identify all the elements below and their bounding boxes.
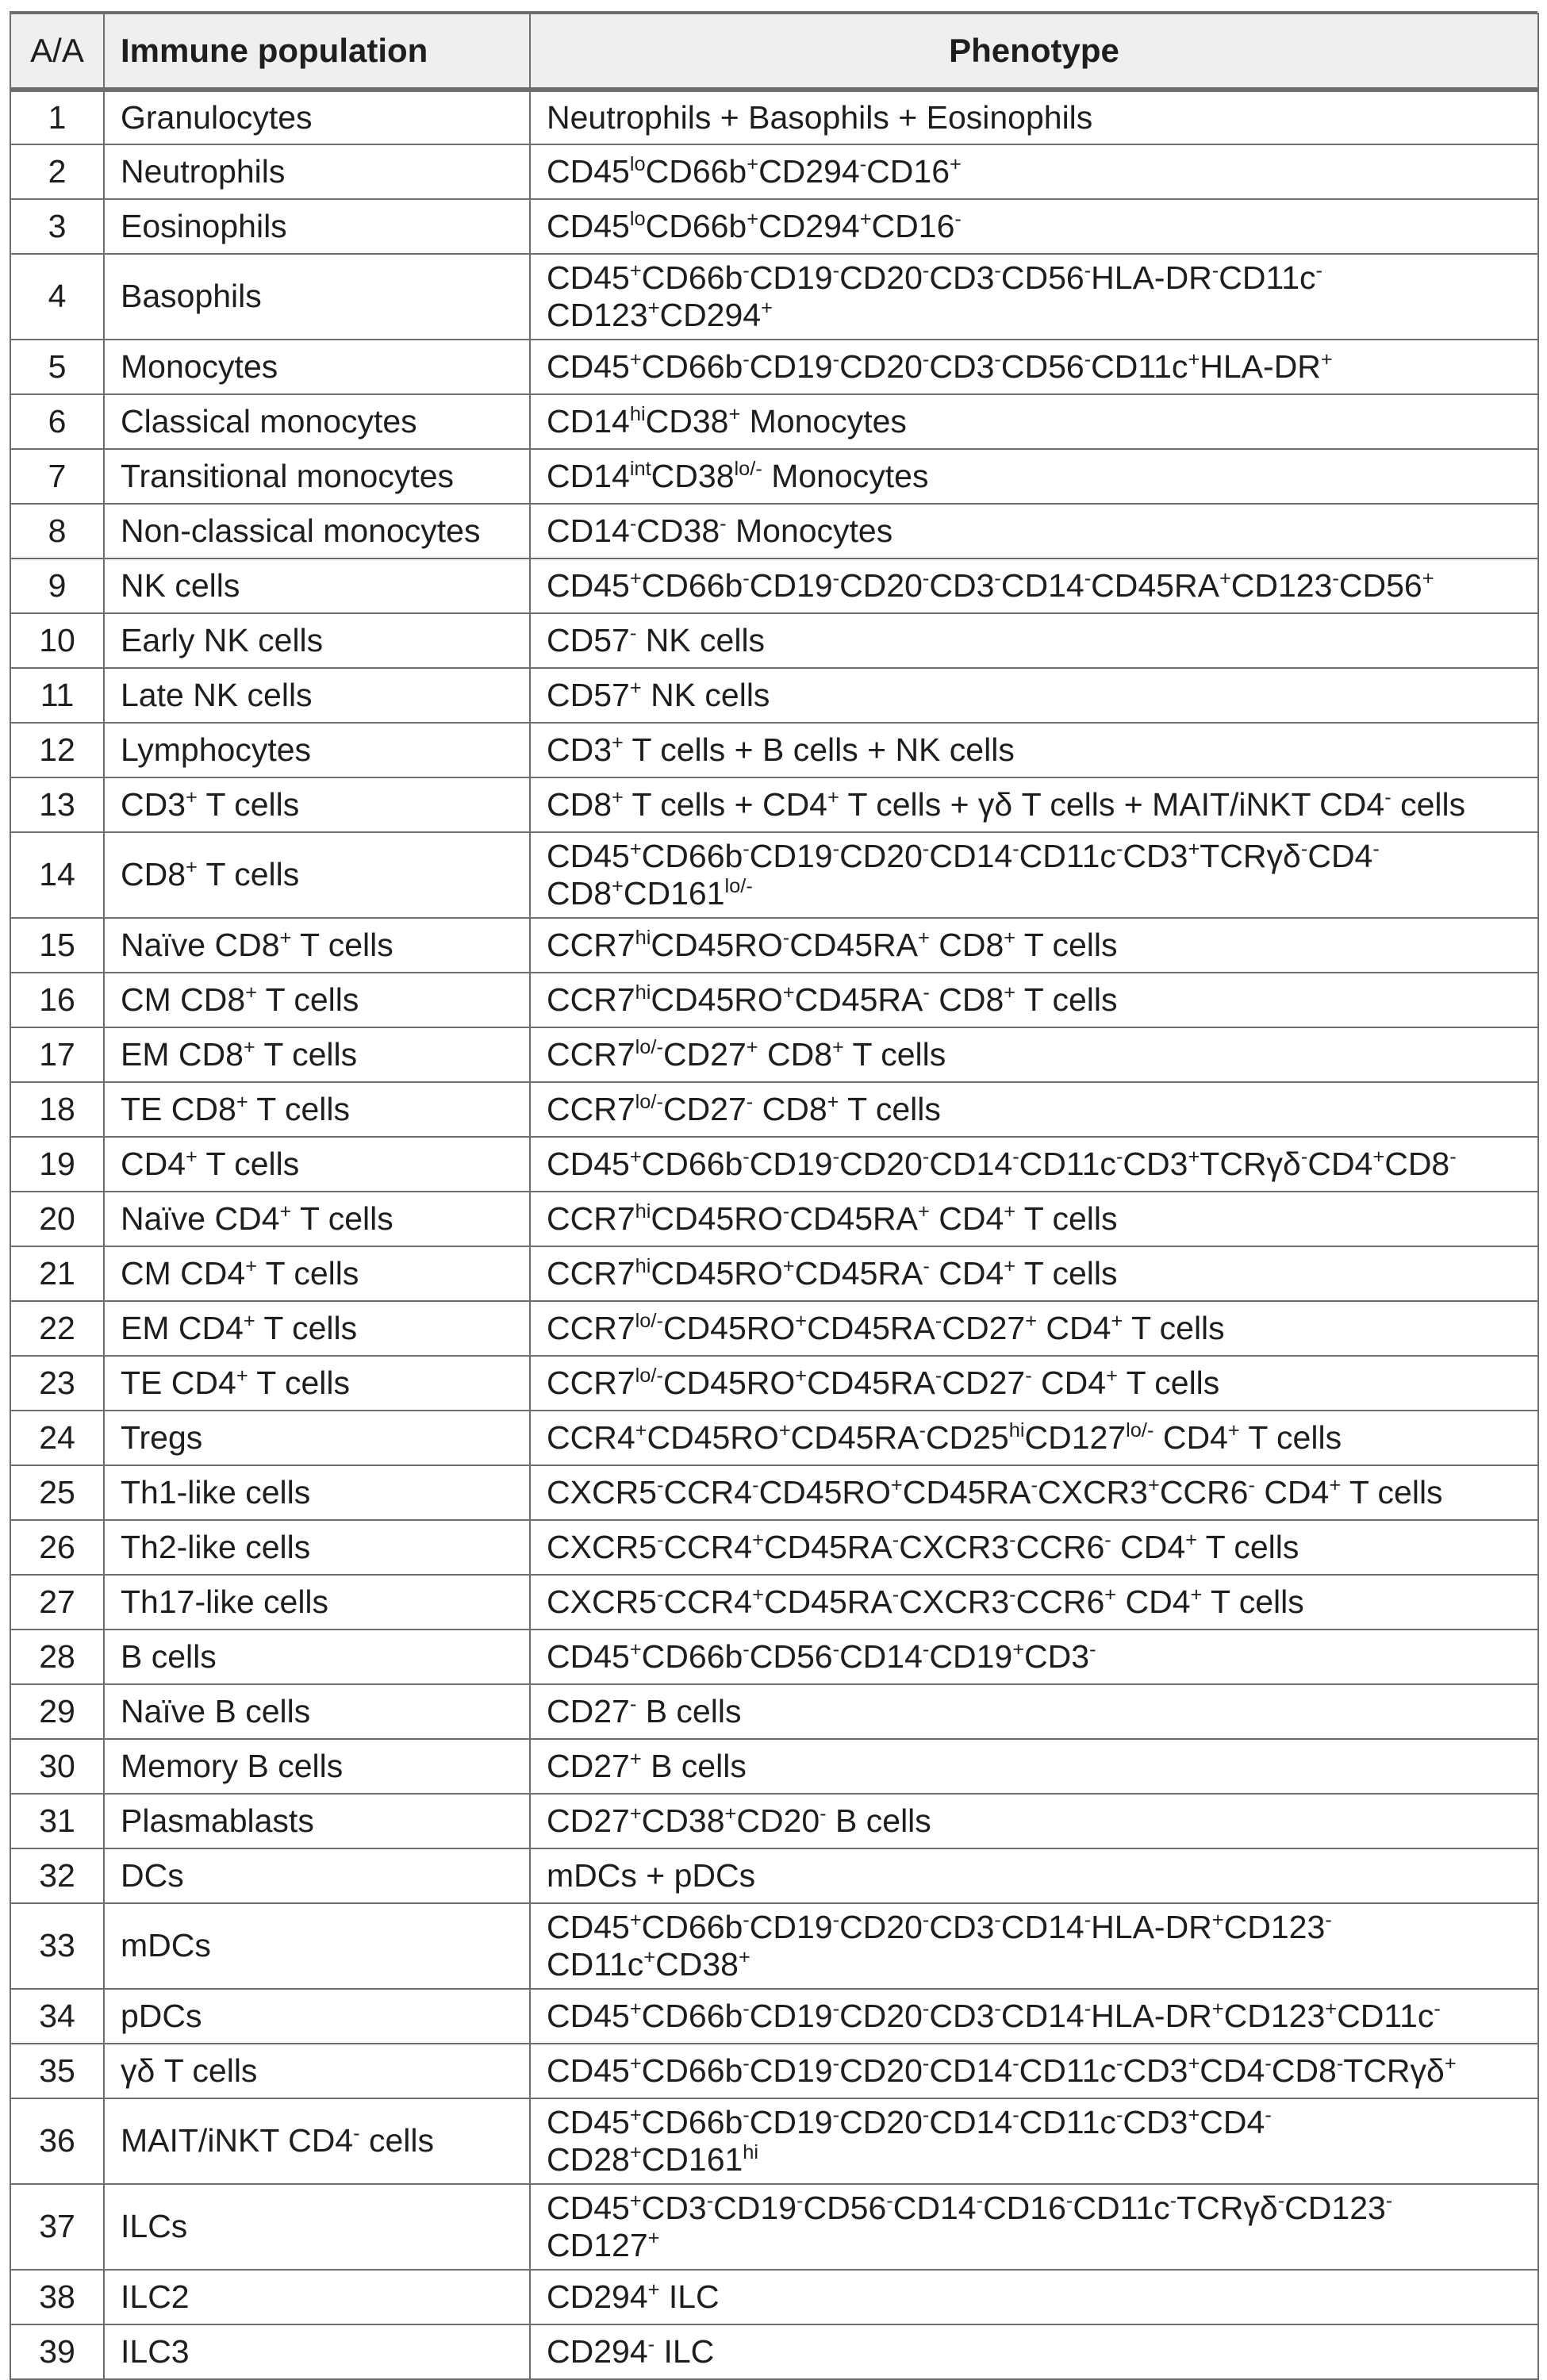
table-row [10,1989,1538,2044]
row-number: 38 [10,2270,104,2324]
immune-population-cell: Eosinophils [104,199,530,254]
phenotype-cell: CD27+ B cells [530,1739,1538,1794]
immune-population-cell: Basophils [104,254,530,340]
immune-population-table-container [10,13,1537,2380]
row-number: 5 [10,340,104,394]
table-row [10,1082,1538,1137]
table-row [10,1903,1538,1989]
row-number: 10 [10,613,104,668]
row-number: 22 [10,1301,104,1356]
table-row [10,1137,1538,1192]
table-row [10,2184,1538,2270]
immune-population-cell: TE CD4+ T cells [104,1356,530,1411]
table-row [10,777,1538,832]
phenotype-cell: CXCR5-CCR4+CD45RA-CXCR3-CCR6- CD4+ T cells [530,1520,1538,1575]
row-number: 20 [10,1192,104,1246]
immune-population-cell: MAIT/iNKT CD4- cells [104,2098,530,2184]
row-number: 27 [10,1575,104,1630]
row-number: 32 [10,1848,104,1903]
immune-population-cell: DCs [104,1848,530,1903]
immune-population-cell: Th2-like cells [104,1520,530,1575]
phenotype-cell: CD45+CD66b-CD19-CD20-CD14-CD11c-CD3+TCRγδ-CD4- $CD8^+CD161^{lo/-}$ [530,832,1538,918]
phenotype-cell: $CCR7^{hi}CD45RO^-CD45RA^+$ CD8+ T cells [530,918,1538,973]
row-number: 1 [10,90,104,144]
table-row [10,90,1538,144]
phenotype-cell: CD57- NK cells [530,613,1538,668]
immune-population-cell: EM CD4+ T cells [104,1301,530,1356]
table-row [10,1246,1538,1301]
phenotype-cell: CD45+CD66b-CD19-CD20-CD14-CD11c-CD3+CD4-CD8-TCRγδ+ [530,2044,1538,2098]
immune-population-cell: Naïve B cells [104,1684,530,1739]
table-row [10,832,1538,918]
immune-population-cell: NK cells [104,559,530,613]
table-row [10,973,1538,1027]
phenotype-cell: CD45+CD66b-CD19-CD20-CD14-CD11c-CD3+TCRγδ-CD4+CD8- [530,1137,1538,1192]
row-number: 7 [10,449,104,504]
immune-population-cell: Neutrophils [104,144,530,199]
row-number: 16 [10,973,104,1027]
phenotype-cell: CD45+CD66b-CD19-CD20-CD3-CD56-CD11c+HLA-DR+ [530,340,1538,394]
table-row [10,504,1538,559]
phenotype-cell: $CCR4^+CD45RO^+CD45RA^-CD25^{hi}CD127^{lo/-}$ CD4+ T cells [530,1411,1538,1465]
immune-population-cell: pDCs [104,1989,530,2044]
row-number: 28 [10,1630,104,1684]
immune-population-cell: EM CD8+ T cells [104,1027,530,1082]
immune-population-cell: ILC3 [104,2324,530,2379]
row-number: 30 [10,1739,104,1794]
row-number: 2 [10,144,104,199]
phenotype-cell: CD27+CD38+CD20- B cells [530,1794,1538,1848]
phenotype-cell: CD27- B cells [530,1684,1538,1739]
header-row [10,13,1538,90]
phenotype-cell: CD45+CD66b-CD19-CD20-CD3-CD14-HLA-DR+CD123- CD11c+CD38+ [530,1903,1538,1989]
phenotype-cell: CD57+ NK cells [530,668,1538,723]
table-row [10,340,1538,394]
phenotype-cell: $CCR7^{lo/-}CD45RO^+CD45RA^-CD27^+$ CD4+ T cells [530,1301,1538,1356]
row-number: 29 [10,1684,104,1739]
table-row [10,2324,1538,2379]
table-row [10,613,1538,668]
phenotype-cell: CD14-CD38- Monocytes [530,504,1538,559]
immune-population-cell: ILCs [104,2184,530,2270]
immune-population-cell: CD4+ T cells [104,1137,530,1192]
table-row [10,394,1538,449]
table-row [10,2044,1538,2098]
phenotype-cell: $CD45^{lo}CD66b^+CD294^-CD16^+$ [530,144,1538,199]
phenotype-cell: $CD45^{lo}CD66b^+CD294^+CD16^-$ [530,199,1538,254]
table-row [10,1301,1538,1356]
immune-population-cell: Plasmablasts [104,1794,530,1848]
row-number: 3 [10,199,104,254]
table-row [10,199,1538,254]
immune-population-cell: Th1-like cells [104,1465,530,1520]
table-row [10,1520,1538,1575]
phenotype-cell: CXCR5-CCR4-CD45RO+CD45RA-CXCR3+CCR6- CD4+ T cells [530,1465,1538,1520]
row-number: 26 [10,1520,104,1575]
phenotype-cell: mDCs + pDCs [530,1848,1538,1903]
header-phenotype: Phenotype [530,13,1538,90]
phenotype-cell: CD45+CD66b-CD19-CD20-CD3-CD56-HLA-DR-CD11c- CD123+CD294+ [530,254,1538,340]
row-number: 4 [10,254,104,340]
row-number: 11 [10,668,104,723]
phenotype-cell: CXCR5-CCR4+CD45RA-CXCR3-CCR6+ CD4+ T cells [530,1575,1538,1630]
table-row [10,1356,1538,1411]
table-row [10,1848,1538,1903]
row-number: 37 [10,2184,104,2270]
immune-population-cell: Classical monocytes [104,394,530,449]
phenotype-cell: CD45+CD66b-CD19-CD20-CD14-CD11c-CD3+CD4- $CD28^+CD161^{hi}$ [530,2098,1538,2184]
table-row [10,1411,1538,1465]
table-header [10,13,1538,90]
row-number: 15 [10,918,104,973]
phenotype-cell: $CCR7^{lo/-}CD27^+$ CD8+ T cells [530,1027,1538,1082]
table-row [10,559,1538,613]
immune-population-cell: CM CD4+ T cells [104,1246,530,1301]
table-row [10,1465,1538,1520]
header-immune-population: Immune population [104,13,530,90]
table-row [10,1794,1538,1848]
phenotype-cell: CD45+CD3-CD19-CD56-CD14-CD16-CD11c-TCRγδ-CD123- CD127+ [530,2184,1538,2270]
phenotype-cell: $CCR7^{hi}CD45RO^+CD45RA^-$ CD4+ T cells [530,1246,1538,1301]
phenotype-cell: CD45+CD66b-CD56-CD14-CD19+CD3- [530,1630,1538,1684]
immune-population-cell: Transitional monocytes [104,449,530,504]
row-number: 6 [10,394,104,449]
row-number: 18 [10,1082,104,1137]
phenotype-cell: CD45+CD66b-CD19-CD20-CD3-CD14-HLA-DR+CD123+CD11c- [530,1989,1538,2044]
table-row [10,2098,1538,2184]
immune-population-cell: CM CD8+ T cells [104,973,530,1027]
phenotype-cell: $CD14^{hi}CD38^+$ Monocytes [530,394,1538,449]
table-row [10,668,1538,723]
table-row [10,2270,1538,2324]
immune-population-cell: Lymphocytes [104,723,530,777]
table-row [10,918,1538,973]
immune-population-cell: Non-classical monocytes [104,504,530,559]
phenotype-cell: CD45+CD66b-CD19-CD20-CD3-CD14-CD45RA+CD123-CD56+ [530,559,1538,613]
row-number: 8 [10,504,104,559]
immune-population-cell: CD8+ T cells [104,832,530,918]
row-number: 21 [10,1246,104,1301]
immune-population-cell: Tregs [104,1411,530,1465]
immune-population-cell: Th17-like cells [104,1575,530,1630]
row-number: 31 [10,1794,104,1848]
immune-population-cell: CD3+ T cells [104,777,530,832]
phenotype-cell: $CD14^{int}CD38^{lo/-}$ Monocytes [530,449,1538,504]
immune-population-cell: Early NK cells [104,613,530,668]
immune-population-table [10,13,1539,2380]
row-number: 9 [10,559,104,613]
row-number: 25 [10,1465,104,1520]
table-row [10,1575,1538,1630]
row-number: 13 [10,777,104,832]
table-row [10,254,1538,340]
immune-population-cell: TE CD8+ T cells [104,1082,530,1137]
table-row [10,1739,1538,1794]
row-number: 33 [10,1903,104,1989]
phenotype-cell: CD294+ ILC [530,2270,1538,2324]
immune-population-cell: B cells [104,1630,530,1684]
table-row [10,1684,1538,1739]
phenotype-cell: CD294- ILC [530,2324,1538,2379]
row-number: 36 [10,2098,104,2184]
table-row [10,449,1538,504]
row-number: 19 [10,1137,104,1192]
phenotype-cell: $CCR7^{hi}CD45RO^-CD45RA^+$ CD4+ T cells [530,1192,1538,1246]
immune-population-cell: Monocytes [104,340,530,394]
immune-population-cell: Late NK cells [104,668,530,723]
immune-population-cell: Granulocytes [104,90,530,144]
phenotype-cell: $CCR7^{lo/-}CD45RO^+CD45RA^-CD27^-$ CD4+ T cells [530,1356,1538,1411]
phenotype-cell: $CCR7^{lo/-}CD27^-$ CD8+ T cells [530,1082,1538,1137]
row-number: 24 [10,1411,104,1465]
row-number: 35 [10,2044,104,2098]
table-row [10,144,1538,199]
immune-population-cell: Naïve CD8+ T cells [104,918,530,973]
immune-population-cell: ILC2 [104,2270,530,2324]
row-number: 14 [10,832,104,918]
row-number: 17 [10,1027,104,1082]
table-row [10,1027,1538,1082]
table-row [10,1630,1538,1684]
row-number: 23 [10,1356,104,1411]
immune-population-cell: mDCs [104,1903,530,1989]
row-number: 39 [10,2324,104,2379]
table-row [10,723,1538,777]
immune-population-cell: Naïve CD4+ T cells [104,1192,530,1246]
phenotype-cell: CD8+ T cells + CD4+ T cells + γδ T cells + MAIT/iNKT CD4- cells [530,777,1538,832]
header-aa: A/A [10,13,104,90]
row-number: 34 [10,1989,104,2044]
immune-population-cell: Memory B cells [104,1739,530,1794]
phenotype-cell: Neutrophils + Basophils + Eosinophils [530,90,1538,144]
row-number: 12 [10,723,104,777]
table-row [10,1192,1538,1246]
phenotype-cell: $CCR7^{hi}CD45RO^+CD45RA^-$ CD8+ T cells [530,973,1538,1027]
immune-population-cell: γδ T cells [104,2044,530,2098]
phenotype-cell: CD3+ T cells + B cells + NK cells [530,723,1538,777]
table-body [10,90,1538,2379]
